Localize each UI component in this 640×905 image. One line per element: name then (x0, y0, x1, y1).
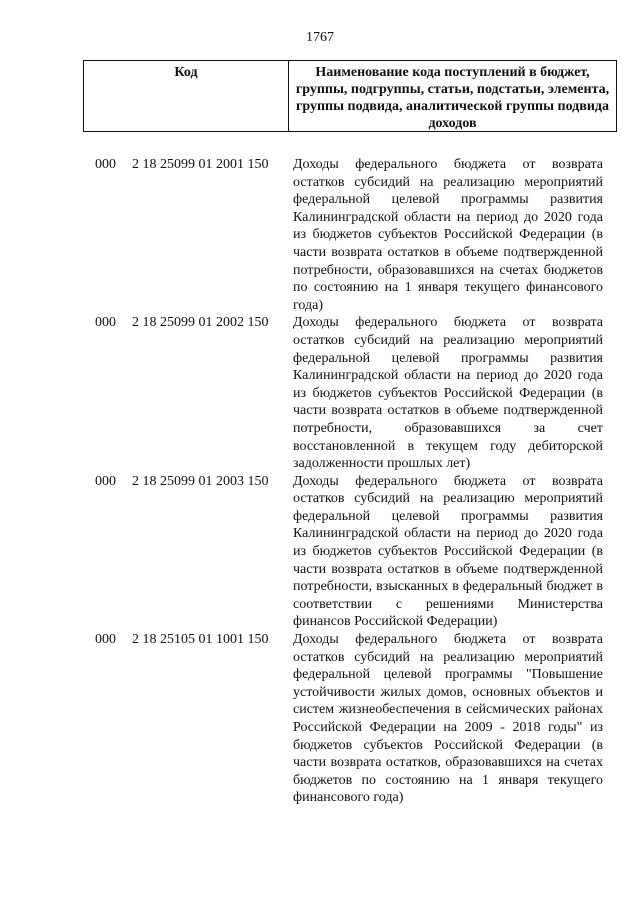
row-description: Доходы федерального бюджета от возврата остатков субсидий на реализацию мероприятий федеральной целевой программы "Повышение устойчивости жилых домов, основных объектов и систем жизнеобеспечения в сейсмических районах Российской Федерации на 2009 - 2018 годы" из бюджетов субъектов Российской Федерации (в части возврата остатков, образовавшихся на счетах бюджетов по состоянию на 1 января текущего финансового года) (293, 632, 603, 806)
table-row (0, 473, 640, 631)
row-admin-code: 000 (95, 632, 116, 648)
row-income-code: 2 18 25099 01 2003 150 (132, 473, 269, 489)
page-number: 1767 (306, 30, 334, 45)
row-description: Доходы федерального бюджета от возврата остатков субсидий на реализацию мероприятий федеральной целевой программы развития Калининградской области на период до 2020 года из бюджетов субъектов Российской Федерации (в части возврата остатков в объеме подтвержденной потребности, образовавшихся на счетах бюджетов по состоянию на 1 января текущего финансового года) (293, 157, 603, 313)
row-income-code: 2 18 25099 01 2002 150 (132, 315, 269, 331)
row-description: Доходы федерального бюджета от возврата остатков субсидий на реализацию мероприятий федеральной целевой программы развития Калининградской области на период до 2020 года из бюджетов субъектов Российской Федерации (в части возврата остатков в объеме подтвержденной потребности, взысканных в федеральный бюджет в соответствии с решениями Министерства финансов Российской Федерации) (293, 473, 603, 630)
header-name-column: Наименование кода поступлений в бюджет, группы, подгруппы, статьи, подстатьи, элемента, группы подвида, аналитической группы подвида доходов (295, 65, 610, 131)
row-admin-code: 000 (95, 315, 116, 331)
row-income-code: 2 18 25105 01 1001 150 (132, 632, 269, 648)
row-admin-code: 000 (95, 473, 116, 489)
table-row (0, 314, 640, 472)
row-income-code: 2 18 25099 01 2001 150 (132, 157, 269, 172)
income-codes-list (0, 156, 640, 807)
row-description: Доходы федерального бюджета от возврата остатков субсидий на реализацию мероприятий федеральной целевой программы развития Калининградской области на период до 2020 года из бюджетов субъектов Российской Федерации (в части возврата остатков в объеме подтвержденной потребности, образовавшихся за счет восстановленной в текущем году дебиторской задолженности прошлых лет) (293, 315, 603, 472)
table-row (0, 631, 640, 807)
row-admin-code: 000 (95, 157, 116, 172)
table-row (0, 156, 640, 314)
header-code-column: Код (84, 61, 289, 131)
table-header (83, 60, 617, 132)
